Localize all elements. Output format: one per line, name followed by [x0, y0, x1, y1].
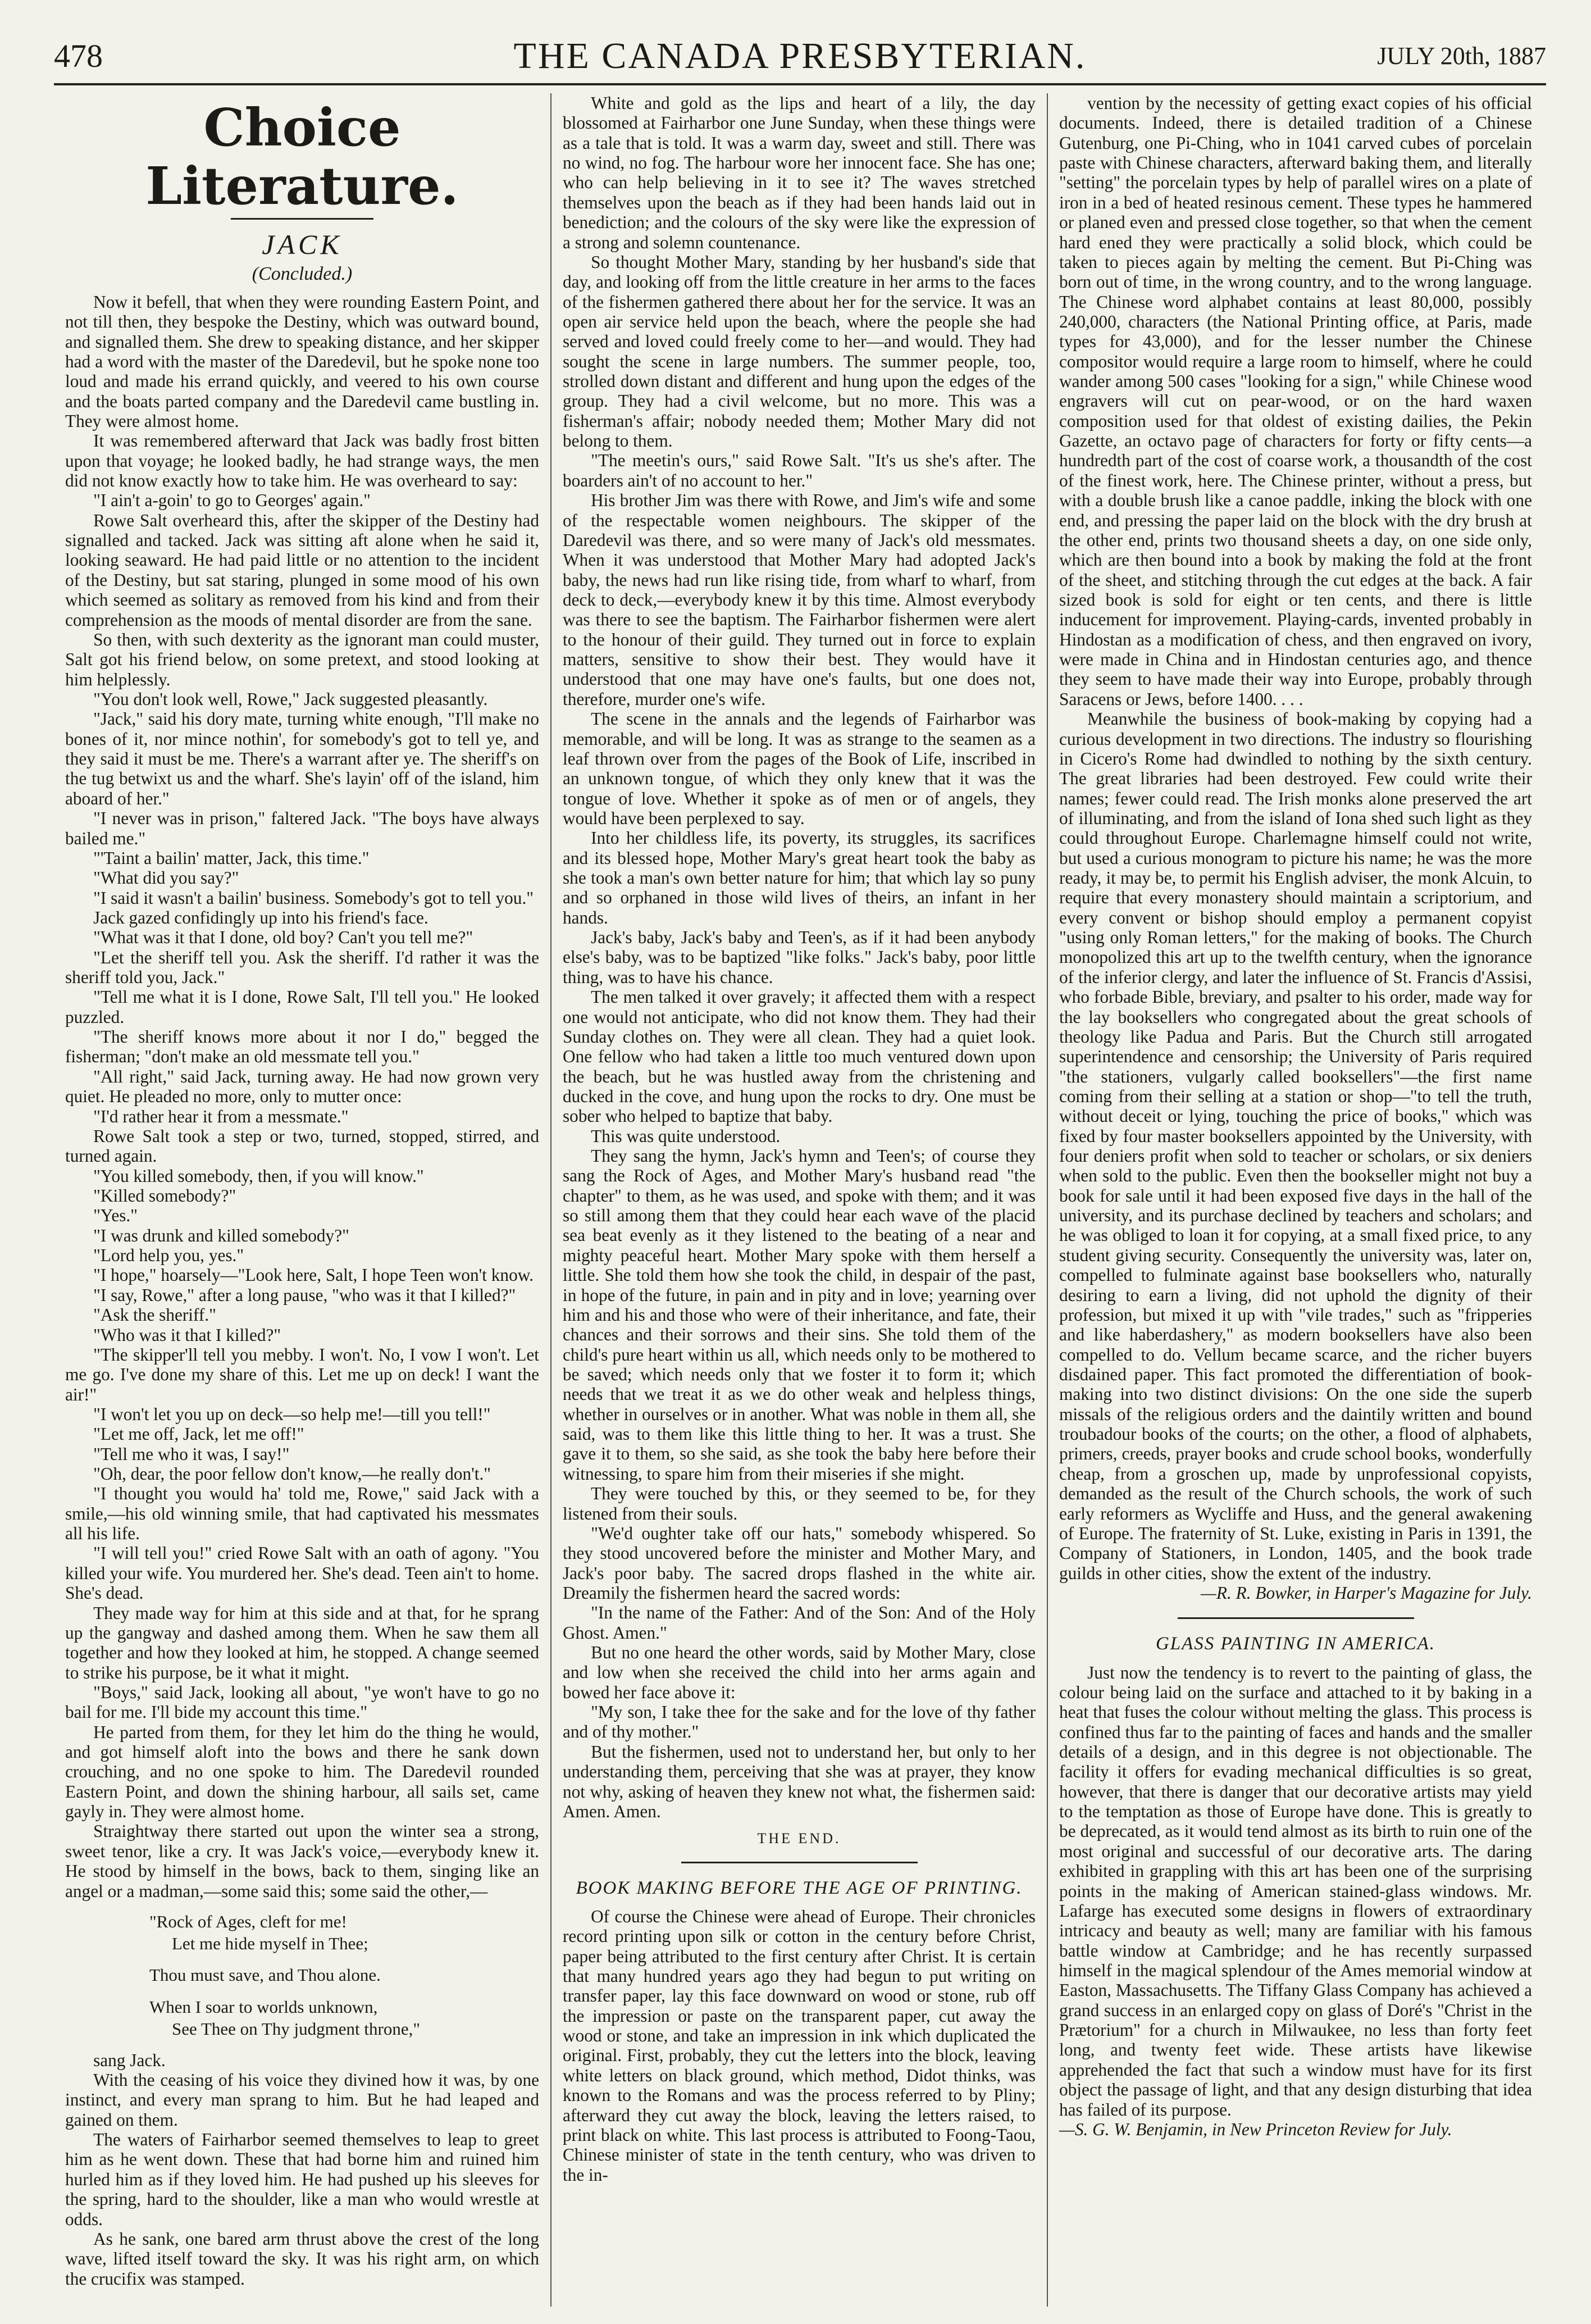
paragraph: sang Jack.	[93, 2050, 166, 2070]
issue-date: JULY 20th, 1887	[1377, 42, 1546, 70]
paragraph: "I was drunk and killed somebody?"	[93, 1225, 349, 1245]
paragraph: "You don't look well, Rowe," Jack suggested pleasantly.	[93, 689, 488, 709]
story-title: JACK	[262, 228, 343, 260]
paragraph: They sang the hymn, Jack's hymn and Teen's; of course they sang the Rock of Ages, and Mother Mary's husband read "the chapter" to them, as he was used, and spoke with them; and it was so still among them that they could hear each wave of the placid sea beat evenly as it they listened to the beating of a near and mighty peaceful heart. Mother Mary spoke with them herself a little. She told them how she took the child, in despair of the past, in hope of the future, in pain and in pity and in love; yearning over him and his and those who were of their inheritance, and fate, their chances and their sorrows and their sins. She told them of the child's pure heart within us all, which needs only to be mothered to be saved; which needs only that we foster it to form it; which needs that we treat it as we do other weak and helpless things, whether in ourselves or in another. What was noble in them all, she said, was to them like this little thing to her. It was a trust. She gave it to them, so she said, as she took the baby here before their witnessing, to spare him from their miseries if she might.	[563, 1146, 1036, 1484]
verse-line: Let me hide myself in Thee;	[172, 1933, 368, 1953]
paragraph: "Lord help you, yes."	[93, 1245, 244, 1266]
book-article-text-part-1	[563, 1907, 1036, 2185]
paragraph: They made way for him at this side and at that, for he sprang up the gangway and dashed among them. When he saw them all together and how they looked at him, he stopped. A change seemed to strike his purpose, be it what it might.	[65, 1603, 539, 1682]
paragraph: "I never was in prison," faltered Jack. "The boys have always bailed me."	[65, 808, 539, 848]
paragraph: "Oh, dear, the poor fellow don't know,—he really don't."	[93, 1464, 491, 1484]
paragraph: Of course the Chinese were ahead of Europe. Their chronicles record printing upon silk or cotton in the century before Christ, paper being attributed to the first century after Christ. It is certain that many hundred years ago they had begun to put writing on transfer paper, lay this face downward on wood or stone, rub off the impression or paste on the transparent paper, cut away the wood or stone, and take an impression in ink which duplicated the original. First, probably, they cut the letters into the block, leaving white letters on black ground, which method, Didot thinks, was known to the Romans and was the process referred to by Pliny; afterward they cut away the block, leaving the letters raised, to print black on white. This last process is attributed to Foong-Taou, Chinese minister of state in the tenth century, who was driven to the in-	[563, 1906, 1036, 2185]
paragraph: "'Taint a bailin' matter, Jack, this time."	[93, 848, 370, 868]
paragraph: "The meetin's ours," said Rowe Salt. "It's us she's after. The boarders ain't of no account to her."	[563, 451, 1036, 490]
divider	[1178, 1617, 1414, 1619]
publication-title: THE CANADA PRESBYTERIAN.	[513, 35, 1087, 76]
paragraph: "I said it wasn't a bailin' business. Somebody's got to tell you."	[93, 888, 534, 908]
book-article-text-part-2	[1059, 93, 1532, 1583]
section-heading: Choice Literature.	[145, 97, 459, 216]
paragraph: As he sank, one bared arm thrust above the crest of the long wave, lifted itself toward the sky. It was his right arm, on which the crucifix was stamped.	[65, 2229, 539, 2289]
divider	[231, 218, 373, 220]
paragraph: "What did you say?"	[93, 868, 239, 888]
paragraph: So then, with such dexterity as the ignorant man could muster, Salt got his friend below, on some pretext, and stood looking at him helplessly.	[65, 629, 539, 689]
paragraph: vention by the necessity of getting exact copies of his official documents. Indeed, there is detailed tradition of a Chinese Gutenburg, one Pi-Ching, who in 1041 carved cubes of porcelain paste with Chinese characters, afterward baking them, and literally "setting" the porcelain types by help of parallel wires on a plate of iron in a bed of heated resinous cement. These types he hammered or planed even and pressed close together, so that when the cement hard ened they were practically a solid block, which could be taken to pieces again by melting the cement. But Pi-Ching was born out of time, in the wrong country, and to the wrong language. The Chinese word alphabet contains at least 80,000, possibly 240,000, characters (the National Printing office, at Paris, made types for 43,000), and for the lesser number the Chinese compositor would require a large room to himself, where he could wander among 500 cases "looking for a sign," while Chinese wood engravers will cut on pear-wood, or on the hard waxen composition used for that oldest of existing dailies, the Pekin Gazette, an octavo page of characters for forty or fifty cents—a hundredth part of the cost of coarse work, a thousandth of the cost of the finest work, here. The Chinese printer, without a press, but with a double brush like a canoe paddle, inking the block with one end, and pressing the paper laid on the block with the dry brush at the other end, prints two thousand sheets a day, on one side only, which are then bound into a book by making the fold at the front of the sheet, and stitching through the cut edges at the back. A fair sized book is sold for eight or ten cents, and there is little inducement for improvement. Playing-cards, invented probably in Hindostan as a modification of chess, and then engraved on ivory, were made in China and in Hindostan centuries ago, and thence they seem to have made their way into Europe, probably through Saracens or Jews, before 1400. . . .	[1059, 93, 1532, 709]
paragraph: "I say, Rowe," after a long pause, "who was it that I killed?"	[93, 1285, 516, 1305]
paragraph: Rowe Salt overheard this, after the skipper of the Destiny had signalled and tacked. Jack was sitting aft alone when he said it, looking seaward. He had paid little or no attention to the incident of the Destiny, but sat staring, plunged in some mood of his own which seemed as solitary as removed from his kind and from their comprehension as the moods of mental disorder are from the sane.	[65, 510, 539, 630]
story-text-part-3	[563, 93, 1036, 1821]
paragraph: "Let the sheriff tell you. Ask the sheriff. I'd rather it was the sheriff told you, Jack."	[65, 947, 539, 988]
masthead	[54, 27, 1546, 85]
paragraph: Straightway there started out upon the winter sea a strong, sweet tenor, like a cry. It was Jack's voice,—everybody knew it. He stood by himself in the bows, back to them, singing like an angel or a madman,—some said this; some said the other,—	[65, 1821, 539, 1901]
book-article-signature: —R. R. Bowker, in Harper's Magazine for July.	[1201, 1582, 1532, 1603]
paragraph: "We'd oughter take off our hats," somebody whispered. So they stood uncovered before the minister and Mother Mary, and Jack's poor baby. The sacred drops flashed in the white air. Dreamily the fishermen heard the sacred words:	[563, 1523, 1036, 1603]
paragraph: Rowe Salt took a step or two, turned, stopped, stirred, and turned again.	[65, 1126, 539, 1166]
verse-line: When I soar to worlds unknown,	[149, 1997, 378, 2017]
paragraph: "Boys," said Jack, looking all about, "ye won't have to go no bail for me. I'll bide my account this time."	[65, 1682, 539, 1722]
page-number: 478	[54, 38, 103, 74]
paragraph: "Ask the sheriff."	[93, 1305, 216, 1325]
paragraph: His brother Jim was there with Rowe, and Jim's wife and some of the respectable women neighbours. The skipper of the Daredevil was there, and so were many of Jack's old messmates. When it was understood that Mother Mary had adopted Jack's baby, the news had run like rising tide, from wharf to wharf, from deck to deck,—everybody knew it by this time. Almost everybody was there to see the baptism. The Fairharbor fishermen were alert to the honour of their guild. They turned out in force to explain matters, sensitive to show their best. They would have it understood that one may have one's faults, but one does not, therefore, murder one's wife.	[563, 490, 1036, 709]
paragraph: "I will tell you!" cried Rowe Salt with an oath of agony. "You killed your wife. You murdered her. She's dead. Teen ain't to home. She's dead.	[65, 1543, 539, 1603]
story-end: THE END.	[757, 1830, 841, 1847]
paragraph: But the fishermen, used not to understand her, but only to her understanding them, perceiving that she was at prayer, they know not why, asking of heaven they knew not what, the fishermen said: Amen. Amen.	[563, 1741, 1036, 1821]
story-text-part-1	[65, 292, 539, 1901]
paragraph: "You killed somebody, then, if you will know."	[93, 1166, 424, 1186]
divider	[681, 1862, 918, 1863]
paragraph: Jack's baby, Jack's baby and Teen's, as if it had been anybody else's baby, was to be baptized "like folks." Jack's baby, poor little thing, was to have his chance.	[563, 927, 1036, 987]
paragraph: Meanwhile the business of book-making by copying had a curious development in two directions. The industry so flourishing in Cicero's Rome had dwindled to nothing by the sixth century. The great libraries had been destroyed. Few could write their names; fewer could read. The Irish monks alone preserved the art of illuminating, and from the island of Iona shed such light as they could throughout Europe. Charlemagne himself could not write, but used a curious monogram to picture his name; he was the more ready, it may be, to permit his English adviser, the monk Alcuin, to require that every monastery should maintain a scriptorium, and every convent or bishop should employ a permanent copyist "using only Roman letters," for the making of books. The Church monopolized this art up to the twelfth century, when the ignorance of the inferior clergy, and later the influence of St. Francis d'Assisi, who forbade Bible, breviary, and psalter to his order, made way for the lay booksellers who congregated about the great schools of theology like Padua and Paris. But the Church still arrogated superintendence and censorship; the University of Paris required "the stationers, vulgarly called booksellers"—the first name coming from their selling at a station or shop—"to tell the truth, without deceit or lying, touching the price of books," which was fixed by four master booksellers appointed by the University, with four deniers profit when sold to teacher or scholars, or six deniers when sold to the public. Even then the bookseller might not buy a book for sale until it had been exposed five days in the hall of the university, and its purchase declined by teachers and scholars; and he was obliged to loan it for copying, at a small fixed price, to any student giving security. Consequently the university was, later on, compelled to fulminate against base booksellers who, naturally desiring to earn a living, did not uphold the dignity of their profession, but mixed it up with "vile trades," such as "fripperies and like haberdashery," as modern booksellers have also been compelled to do. Vellum became scarce, and the richer buyers disdained paper. This fact promoted the differentiation of book-making into two distinct divisions: On the one side the superb missals of the religious orders and the daintily written and bound troubadour books of the courts; on the other, a flood of alphabets, primers, creeds, prayer books and crude school books, wonderfully cheap, from a groschen up, made by unprofessional copyists, demanded as the result of the Church schools, the work of such early reformers as Wycliffe and Huss, and the general awakening of Europe. The fraternity of St. Luke, existing in Paris in 1391, the Company of Stationers, in London, 1405, and the book trade guilds in other cities, show the extent of the industry.	[1059, 709, 1532, 1583]
paragraph: This was quite understood.	[591, 1126, 781, 1146]
paragraph: "Yes."	[93, 1206, 138, 1226]
paragraph: It was remembered afterward that Jack was badly frost bitten upon that voyage; he looked badly, he had strange ways, the men did not know exactly how to take him. He was overheard to say:	[65, 431, 539, 491]
paragraph: "Tell me what it is I done, Rowe Salt, I'll tell you." He looked puzzled.	[65, 987, 539, 1027]
paragraph: "Let me off, Jack, let me off!"	[93, 1424, 304, 1444]
paragraph: Just now the tendency is to revert to the painting of glass, the colour being laid on the surface and attached to it by baking in a heat that fuses the colour without melting the glass. This process is confined thus far to the painting of faces and hands and the smaller details of a design, and in this degree is not objectionable. The facility it offers for evading mechanical difficulties is so great, however, that there is danger that our decorative artists may yield to the temptation as those of Europe have done. This is greatly to be deprecated, as it would tend almost as its birth to ruin one of the most original and successful of our decorative arts. The daring exhibited in grappling with this art has been one of the surprising points in the making of American stained-glass windows. Mr. Lafarge has executed some designs in flowers of extraordinary intricacy and beauty as well; many are familiar with his famous battle window at Cambridge; and he has recently surpassed himself in the magical splendour of the Ames memorial window at Easton, Massachusetts. The Tiffany Glass Company has achieved a grand success in an enlarged copy on glass of Doré's "Christ in the Prætorium" for a church in Milwaukee, no less than forty feet long, and twenty feet wide. These artists have likewise apprehended the fact that such a window must have for its first object the passage of light, and that any design disturbing that idea has failed of its purpose.	[1059, 1662, 1532, 2120]
article-title-book-making: BOOK MAKING BEFORE THE AGE OF PRINTING.	[576, 1877, 1023, 1898]
paragraph: "I won't let you up on deck—so help me!—till you tell!"	[93, 1404, 491, 1424]
paragraph: "Jack," said his dory mate, turning white enough, "I'll make no bones of it, nor mince nothin', for somebody's got to tell ye, and they said it must be me. There's a warrant after ye. The sheriff's on the tug betwixt us and the wharf. She's layin' off of the island, him aboard of her."	[65, 709, 539, 808]
paragraph: But no one heard the other words, said by Mother Mary, close and low when she received the child into her arms again and bowed her face above it:	[563, 1643, 1036, 1702]
paragraph: White and gold as the lips and heart of a lily, the day blossomed at Fairharbor one June Sunday, when these things were as a tale that is told. It was a warm day, sweet and still. There was no wind, no fog. The harbour wore her innocent face. She has one; who can help believing in it to see it? The waves stretched themselves upon the beach as if they had been hands laid out in benediction; and the colours of the sky were like the expression of a strong and solemn countenance.	[563, 93, 1036, 252]
paragraph: "The sheriff knows more about it nor I do," begged the fisherman; "don't make an old messmate tell you."	[65, 1027, 539, 1067]
paragraph: "My son, I take thee for the sake and for the love of thy father and of thy mother."	[563, 1702, 1036, 1742]
paragraph: "All right," said Jack, turning away. He had now grown very quiet. He pleaded no more, only to mutter once:	[65, 1066, 539, 1107]
paragraph: The scene in the annals and the legends of Fairharbor was memorable, and will be long. It was as strange to the seamen as a leaf thrown over from the pages of the Book of Life, inscribed in an unknown tongue, of which they only knew that it was the tongue of love. Whether it spoke as of men or of angels, they would have been perplexed to say.	[563, 709, 1036, 828]
column-3	[1047, 93, 1543, 2307]
column-1	[54, 93, 550, 2307]
paragraph: Jack gazed confidingly up into his friend's face.	[93, 907, 428, 927]
story-text-part-2	[65, 2050, 539, 2289]
paragraph: "In the name of the Father: And of the Son: And of the Holy Ghost. Amen."	[563, 1603, 1036, 1643]
verse-line: See Thee on Thy judgment throne,"	[172, 2018, 420, 2039]
paragraph: Into her childless life, its poverty, its struggles, its sacrifices and its blessed hope, Mother Mary's great heart took the baby as she took a man's own better nature for him; that which lay so puny and so orphaned in those wild lives of theirs, an infant in her hands.	[563, 828, 1036, 927]
paragraph: They were touched by this, or they seemed to be, for they listened from their souls.	[563, 1484, 1036, 1523]
paragraph: So thought Mother Mary, standing by her husband's side that day, and looking off from the little creature in her arms to the faces of the fishermen gathered there about her for the service. It was an open air service held upon the beach, where the people she had served and loved could freely come to her—and would. They had sought the scene in large numbers. The summer people, too, strolled down distant and different and hung upon the edges of the group. They had a civil welcome, but no more. This was a fisherman's affair; nobody needed them; Mother Mary did not belong to them.	[563, 252, 1036, 451]
article-title-glass-painting: GLASS PAINTING IN AMERICA.	[1155, 1634, 1436, 1654]
paragraph: With the ceasing of his voice they divined how it was, by one instinct, and every man sprang to him. But he had leaped and gained on them.	[65, 2070, 539, 2130]
paragraph: Now it befell, that when they were rounding Eastern Point, and not till then, they bespoke the Destiny, which was outward bound, and signalled them. She drew to speaking distance, and her skipper had a word with the master of the Daredevil, but he spoke none too loud and made his errand quickly, and veered to his own course and the boats parted company and the Daredevil came bustling in. They were almost home.	[65, 292, 539, 431]
paragraph: "What was it that I done, old boy? Can't you tell me?"	[93, 927, 473, 948]
paragraph: "Who was it that I killed?"	[93, 1325, 281, 1345]
paragraph: "The skipper'll tell you mebby. I won't. No, I vow I won't. Let me go. I've done my share of this. Let me up on deck! I want the air!"	[65, 1344, 539, 1404]
columns	[54, 93, 1546, 2307]
story-subtitle: (Concluded.)	[252, 263, 353, 285]
glass-article-text	[1059, 1663, 1532, 2120]
verse-line: Thou must save, and Thou alone.	[149, 1965, 381, 1985]
glass-article-signature: —S. G. W. Benjamin, in New Princeton Review for July.	[1059, 2119, 1452, 2139]
paragraph: The waters of Fairharbor seemed themselves to leap to greet him as he went down. These that had borne him and ruined him hurled him as if they loved him. He had pushed up his sleeves for the spring, hard to the shoulder, like a man who would wrestle at odds.	[65, 2130, 539, 2229]
verse-line: "Rock of Ages, cleft for me!	[149, 1911, 347, 1931]
column-2	[550, 93, 1047, 2307]
paragraph: The men talked it over gravely; it affected them with a respect one would not anticipate, who did not know them. They had their Sunday clothes on. They were all clean. They had a quiet look. One fellow who had taken a little too much ventured down upon the beach, but he was hustled away from the christening and ducked in the cove, and hung upon the rocks to dry. One must be sober who helped to baptize that baby.	[563, 987, 1036, 1126]
paragraph: "I hope," hoarsely—"Look here, Salt, I hope Teen won't know.	[93, 1265, 534, 1285]
paragraph: "I'd rather hear it from a messmate."	[93, 1106, 349, 1126]
paragraph: "I ain't a-goin' to go to Georges' again."	[93, 490, 371, 511]
paragraph: He parted from them, for they let him do the thing he would, and got himself aloft into the bows and there he sank down crouching, and no one spoke to him. The Daredevil rounded Eastern Point, and down the shining harbour, all sails set, came gayly in. They were almost home.	[65, 1722, 539, 1822]
paragraph: "Killed somebody?"	[93, 1185, 236, 1206]
paragraph: "Tell me who it was, I say!"	[93, 1444, 290, 1464]
paragraph: "I thought you would ha' told me, Rowe," said Jack with a smile,—his old winning smile, that had captivated his messmates all his life.	[65, 1484, 539, 1544]
hymn-verse	[149, 1911, 539, 2040]
